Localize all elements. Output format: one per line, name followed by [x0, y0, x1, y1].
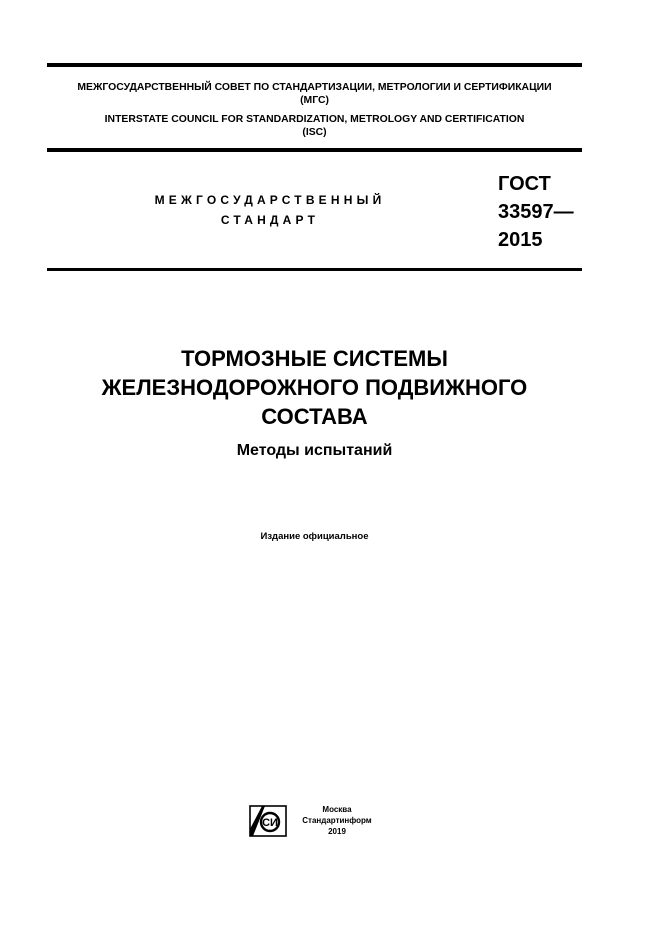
- council-abbr-ru: (МГС): [300, 95, 329, 106]
- standard-designation: [498, 170, 574, 254]
- title-line-2: ЖЕЛЕЗНОДОРОЖНОГО ПОДВИЖНОГО: [101, 375, 528, 400]
- edition-note: Издание официальное: [260, 531, 369, 542]
- publisher-name: Стандартинформ: [302, 816, 372, 825]
- publisher-block: [293, 804, 381, 837]
- council-abbr-en: (ISC): [302, 127, 327, 138]
- council-name-ru-line: МЕЖГОСУДАРСТВЕННЫЙ СОВЕТ ПО СТАНДАРТИЗАЦИИ, МЕТРОЛОГИИ И СЕРТИФИКАЦИИ: [77, 82, 552, 93]
- logo-lettering: СИ: [262, 817, 278, 829]
- standard-kind-line1: МЕЖГОСУДАРСТВЕННЫЙ: [154, 193, 386, 207]
- document-title: [47, 344, 582, 431]
- publication-year: 2019: [328, 827, 346, 836]
- council-name-ru: [47, 81, 582, 107]
- publisher-city: Москва: [322, 805, 352, 814]
- top-rule: [47, 63, 582, 67]
- council-name-en: [47, 113, 582, 139]
- document-subtitle: Методы испытаний: [236, 442, 393, 459]
- title-line-3: СОСТАВА: [261, 404, 368, 429]
- standard-kind-line2: СТАНДАРТ: [220, 213, 320, 227]
- standartinform-logo-icon: [249, 805, 287, 837]
- designation-year: 2015: [498, 229, 543, 251]
- designation-divider: [47, 268, 582, 271]
- council-name-en-line: INTERSTATE COUNCIL FOR STANDARDIZATION, METROLOGY AND CERTIFICATION: [104, 114, 525, 125]
- header-divider: [47, 148, 582, 152]
- title-line-1: ТОРМОЗНЫЕ СИСТЕМЫ: [181, 346, 448, 371]
- designation-number: 33597—: [498, 201, 574, 223]
- designation-prefix: ГОСТ: [498, 173, 551, 195]
